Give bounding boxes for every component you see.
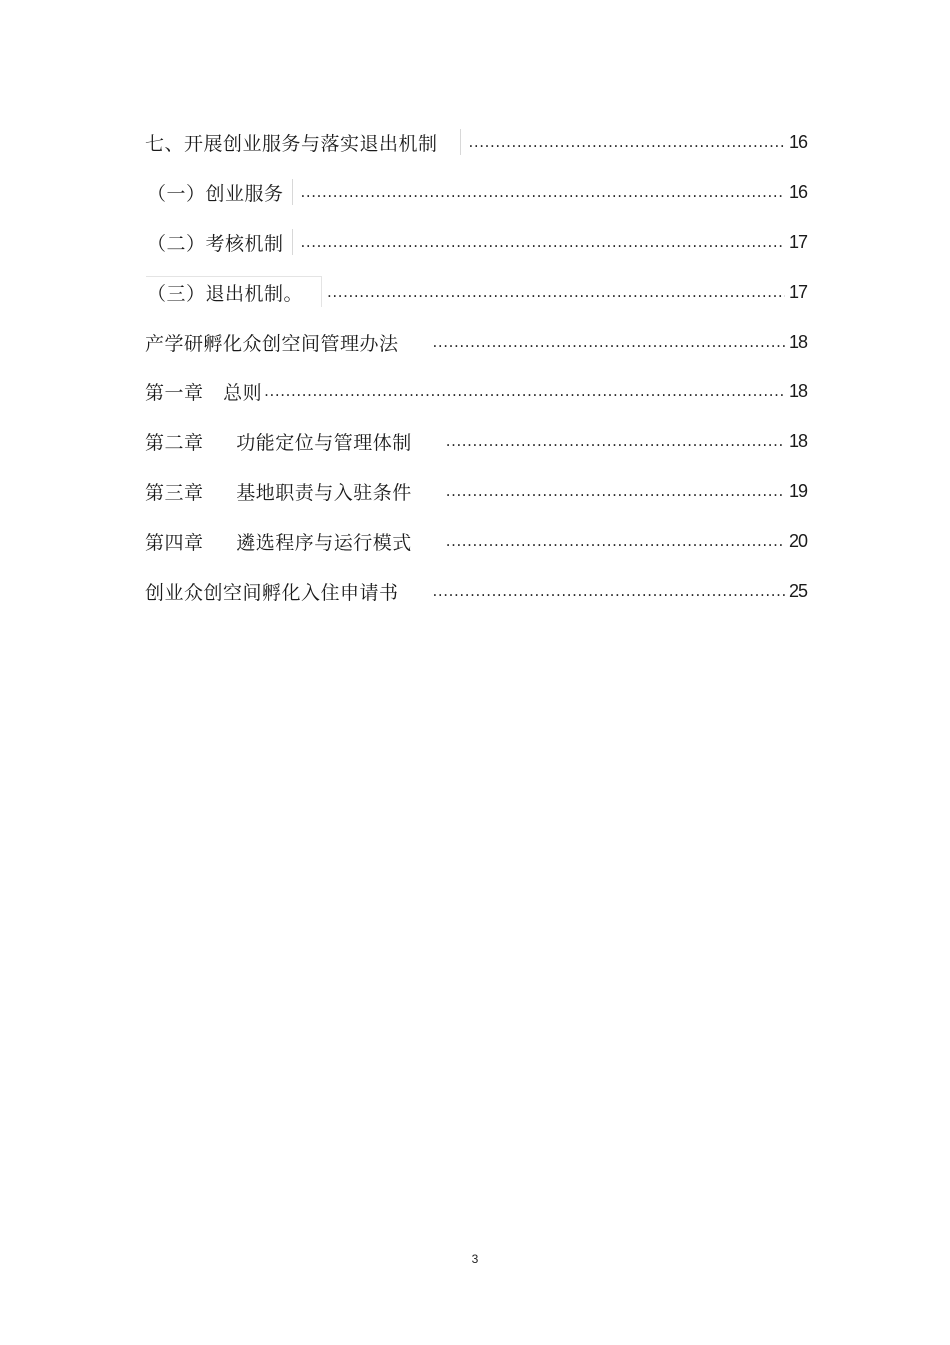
toc-leader-dots (433, 576, 785, 606)
toc-entry[interactable] (145, 177, 807, 207)
toc-entry[interactable] (145, 127, 807, 157)
toc-entry-page: 17 (788, 281, 807, 302)
toc-entry[interactable] (145, 426, 807, 456)
toc-entry-page: 18 (788, 331, 807, 352)
toc-entry-page: 16 (788, 131, 807, 152)
toc-entry-label: （二）考核机制 (147, 232, 284, 255)
toc-entry-label: （三）退出机制。 (147, 282, 304, 305)
toc-entry-page: 25 (788, 580, 807, 601)
toc-entry-page: 20 (788, 530, 807, 551)
toc-entry-page: 16 (788, 181, 807, 202)
toc-entry[interactable] (145, 277, 807, 307)
toc-entry-label: 第三章 基地职责与入驻条件 (145, 481, 412, 504)
toc-entry-label: 七、开展创业服务与落实退出机制 (145, 132, 438, 155)
toc-entry[interactable] (145, 227, 807, 257)
toc-entry[interactable] (145, 376, 807, 406)
toc-leader-dots (446, 526, 785, 556)
toc-entry[interactable] (145, 327, 807, 357)
toc-entry-page: 18 (788, 430, 807, 451)
toc-leader-dots (327, 277, 785, 307)
toc-entry-page: 19 (788, 480, 807, 501)
toc-leader-dots (469, 127, 785, 157)
page-number: 3 (471, 1252, 479, 1266)
toc-leader-dots (301, 177, 785, 207)
toc-leader-dots (446, 426, 785, 456)
field-marker (292, 229, 293, 255)
toc-leader-dots (433, 327, 785, 357)
toc-entry-label: 第一章 总则 (145, 381, 263, 404)
field-marker (292, 179, 293, 205)
field-marker (460, 129, 461, 155)
toc-leader-dots (301, 227, 785, 257)
toc-entry-label: 创业众创空间孵化入住申请书 (145, 581, 399, 604)
toc-entry-label: 产学研孵化众创空间管理办法 (145, 332, 399, 355)
toc-entry-label: 第四章 遴选程序与运行模式 (145, 531, 412, 554)
toc-entry[interactable] (145, 576, 807, 606)
toc-entry-page: 17 (788, 231, 807, 252)
toc-entry[interactable] (145, 476, 807, 506)
toc-entry-label: 第二章 功能定位与管理体制 (145, 431, 412, 454)
toc-entry-label: （一）创业服务 (147, 182, 284, 205)
toc-entry[interactable] (145, 526, 807, 556)
toc-leader-dots (264, 376, 785, 406)
toc-leader-dots (446, 476, 785, 506)
toc-entry-page: 18 (788, 380, 807, 401)
